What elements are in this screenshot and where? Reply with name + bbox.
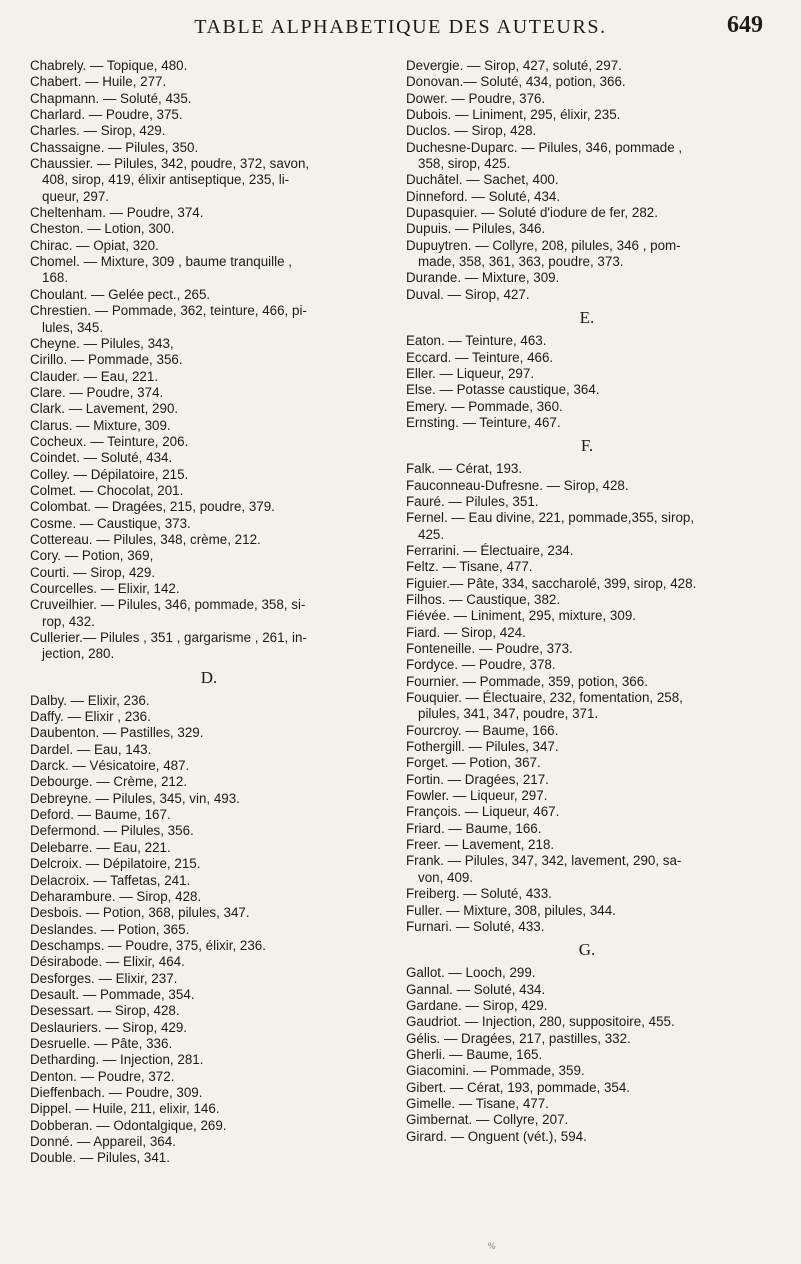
index-entry: [30, 1052, 388, 1068]
index-entry: [406, 608, 768, 624]
entry-continuation-line: queur, 297.: [42, 188, 110, 204]
index-entry: [30, 1101, 388, 1117]
entry-line: Cheyne. — Pilules, 343,: [30, 335, 174, 351]
entry-line: Dubois. — Liniment, 295, élixir, 235.: [406, 107, 621, 123]
entry-line: Colmet. — Chocolat, 201.: [30, 482, 184, 498]
index-entry: [30, 873, 388, 889]
entry-line: Gardane. — Sirop, 429.: [406, 997, 548, 1013]
index-entry: [30, 74, 388, 90]
entry-line: Clauder. — Eau, 221.: [30, 368, 159, 384]
index-entry: [406, 625, 768, 641]
index-entry: [406, 1112, 768, 1128]
entry-line: Chirac. — Opiat, 320.: [30, 237, 159, 253]
index-entry: [406, 399, 768, 415]
entry-line: Desbois. — Potion, 368, pilules, 347.: [30, 905, 250, 921]
entry-line: Daffy. — Elixir , 236.: [30, 709, 151, 725]
index-entry: [406, 674, 768, 690]
index-entry: [30, 709, 388, 725]
entry-line: Chabert. — Huile, 277.: [30, 74, 167, 90]
entry-continuation-line: made, 358, 361, 363, poudre, 373.: [418, 254, 624, 270]
entry-line: Gimelle. — Tisane, 477.: [406, 1095, 549, 1111]
index-entry: [30, 303, 388, 336]
entry-line: Denton. — Poudre, 372.: [30, 1068, 175, 1084]
entry-line: Désirabode. — Elixir, 464.: [30, 954, 185, 970]
index-entry: [30, 499, 388, 515]
entry-line: Duval. — Sirop, 427.: [406, 286, 530, 302]
index-entry: [30, 597, 388, 630]
index-entry: [30, 336, 388, 352]
index-entry: [30, 1069, 388, 1085]
entry-line: Fauconneau-Dufresne. — Sirop, 428.: [406, 477, 629, 493]
entry-line: Coindet. — Soluté, 434.: [30, 450, 173, 466]
entry-continuation-line: 168.: [42, 270, 69, 286]
entry-line: Gibert. — Cérat, 193, pommade, 354.: [406, 1079, 631, 1095]
entry-line: Fonteneille. — Poudre, 373.: [406, 641, 573, 656]
index-entry: [30, 954, 388, 970]
entry-line: Fowler. — Liqueur, 297.: [406, 788, 548, 804]
index-entry: [406, 461, 768, 477]
entry-line: Delebarre. — Eau, 221.: [30, 839, 171, 855]
index-entry: [406, 1063, 768, 1079]
index-entry: [406, 886, 768, 902]
entry-line: Gherli. — Baume, 165.: [406, 1046, 543, 1062]
entry-line: Duchâtel. — Sachet, 400.: [406, 172, 559, 188]
index-entry: [406, 510, 768, 543]
entry-line: Giacomini. — Pommade, 359.: [406, 1063, 585, 1079]
index-entry: [30, 107, 388, 123]
entry-line: Cory. — Potion, 369,: [30, 548, 154, 564]
index-entry: [30, 922, 388, 938]
entry-line: Eaton. — Teinture, 463.: [406, 333, 547, 349]
index-entry: [30, 1134, 388, 1150]
entry-continuation-line: rop, 432.: [42, 613, 95, 629]
entry-line: Detharding. — Injection, 281.: [30, 1052, 204, 1068]
entry-continuation-line: 408, sirop, 419, élixir antiseptique, 235, li-: [42, 172, 290, 188]
entry-line: Debourge. — Crème, 212.: [30, 774, 188, 790]
entry-line: Friard. — Baume, 166.: [406, 820, 542, 836]
entry-line: Defermond. — Pilules, 356.: [30, 823, 194, 839]
index-entry: [30, 742, 388, 758]
entry-line: Girard. — Onguent (vét.), 594.: [406, 1128, 587, 1144]
index-entry: [30, 840, 388, 856]
index-entry: [30, 287, 388, 303]
index-entry: [30, 156, 388, 205]
entry-line: Charles. — Sirop, 429.: [30, 123, 166, 139]
entry-line: Cheltenham. — Poudre, 374.: [30, 205, 204, 221]
entry-continuation-line: 358, sirop, 425.: [418, 156, 511, 172]
index-entry: [30, 938, 388, 954]
index-entry: [30, 483, 388, 499]
index-entry: [406, 982, 768, 998]
index-entry: [406, 366, 768, 382]
index-entry: [406, 494, 768, 510]
entry-line: Delacroix. — Taffetas, 241.: [30, 872, 191, 888]
index-entry: [30, 369, 388, 385]
index-entry: [30, 693, 388, 709]
entry-line: Dupasquier. — Soluté d'iodure de fer, 282.: [406, 205, 658, 221]
entry-line: Cirillo. — Pommade, 356.: [30, 352, 183, 368]
index-entry: [406, 1014, 768, 1030]
index-entry: [30, 123, 388, 139]
index-entry: [406, 270, 768, 286]
entry-line: Deslauriers. — Sirop, 429.: [30, 1019, 188, 1035]
entry-line: Cullerier.— Pilules , 351 , gargarisme , 261, in-: [30, 630, 307, 646]
index-entry: [406, 1129, 768, 1145]
entry-line: Deslandes. — Potion, 365.: [30, 921, 190, 937]
entry-line: Fernel. — Eau divine, 221, pommade,355, sirop,: [406, 510, 695, 526]
entry-line: Emery. — Pommade, 360.: [406, 398, 563, 414]
index-entry: [30, 434, 388, 450]
entry-line: Desault. — Pommade, 354.: [30, 986, 195, 1002]
index-entry: [406, 559, 768, 575]
index-entry: [406, 837, 768, 853]
index-entry: [30, 238, 388, 254]
section-letter: E.: [579, 308, 595, 328]
entry-line: Delcroix. — Dépilatoire, 215.: [30, 856, 201, 872]
index-entry: [406, 221, 768, 237]
entry-line: Chomel. — Mixture, 309 , baume tranquille ,: [30, 254, 292, 270]
entry-line: Gannal. — Soluté, 434.: [406, 981, 546, 997]
entry-line: Courcelles. — Elixir, 142.: [30, 581, 180, 596]
index-entry: [30, 758, 388, 774]
index-entry: [406, 123, 768, 139]
entry-line: Daubenton. — Pastilles, 329.: [30, 725, 204, 741]
index-entry: [30, 352, 388, 368]
index-entry: [406, 919, 768, 935]
entry-line: Fournier. — Pommade, 359, potion, 366.: [406, 673, 648, 689]
page-number: 649: [727, 12, 763, 38]
index-entry: [30, 987, 388, 1003]
index-entry: [406, 755, 768, 771]
entry-line: Deharambure. — Sirop, 428.: [30, 888, 202, 904]
entry-line: Chaussier. — Pilules, 342, poudre, 372, savon,: [30, 156, 310, 172]
entry-line: Freiberg. — Soluté, 433.: [406, 886, 552, 902]
index-entry: [406, 1096, 768, 1112]
entry-line: Duclos. — Sirop, 428.: [406, 123, 537, 139]
entry-line: Ernsting. — Teinture, 467.: [406, 414, 561, 430]
entry-line: Courti. — Sirop, 429.: [30, 564, 156, 580]
index-entry: [406, 788, 768, 804]
index-entry: [406, 657, 768, 673]
index-entry: [406, 74, 768, 90]
entry-line: Falk. — Cérat, 193.: [406, 461, 523, 477]
entry-line: Choulant. — Gelée pect., 265.: [30, 286, 211, 302]
index-entry: [406, 576, 768, 592]
index-entry: [406, 478, 768, 494]
entry-line: Dieffenbach. — Poudre, 309.: [30, 1084, 203, 1100]
index-entry: [406, 172, 768, 188]
index-entry: [406, 821, 768, 837]
entry-line: Eccard. — Teinture, 466.: [406, 349, 554, 365]
index-entry: [406, 287, 768, 303]
entry-line: Cruveilhier. — Pilules, 346, pommade, 358, si-: [30, 597, 306, 613]
entry-line: Furnari. — Soluté, 433.: [406, 918, 545, 934]
index-entry: [406, 205, 768, 221]
index-entry: [30, 823, 388, 839]
index-entry: [30, 807, 388, 823]
index-entry: [30, 450, 388, 466]
index-entry: [30, 725, 388, 741]
index-entry: [30, 91, 388, 107]
entry-line: Ferrarini. — Électuaire, 234.: [406, 542, 574, 558]
section-letter: D.: [200, 667, 218, 687]
entry-continuation-line: pilules, 341, 347, poudre, 371.: [418, 706, 599, 722]
entry-line: Freer. — Lavement, 218.: [406, 837, 555, 853]
index-column-right: [406, 58, 768, 1145]
index-entry: [406, 382, 768, 398]
index-entry: [406, 965, 768, 981]
index-entry: [406, 350, 768, 366]
index-entry: [30, 548, 388, 564]
index-entry: [30, 630, 388, 663]
entry-line: Fourcroy. — Baume, 166.: [406, 722, 559, 738]
entry-continuation-line: von, 409.: [418, 869, 474, 885]
entry-line: Donovan.— Soluté, 434, potion, 366.: [406, 74, 626, 90]
entry-line: Dippel. — Huile, 211, elixir, 146.: [30, 1101, 220, 1117]
entry-line: Fiévée. — Liniment, 295, mixture, 309.: [406, 608, 636, 624]
index-entry: [30, 401, 388, 417]
entry-line: François. — Liqueur, 467.: [406, 804, 560, 820]
entry-line: Fortin. — Dragées, 217.: [406, 771, 549, 787]
entry-line: Clarus. — Mixture, 309.: [30, 417, 171, 433]
entry-line: Desessart. — Sirop, 428.: [30, 1003, 180, 1019]
index-entry: [406, 238, 768, 271]
entry-line: Frank. — Pilules, 347, 342, lavement, 290, sa-: [406, 853, 682, 869]
index-entry: [406, 903, 768, 919]
entry-line: Double. — Pilules, 341.: [30, 1150, 170, 1166]
entry-line: Darck. — Vésicatoire, 487.: [30, 758, 190, 774]
index-entry: [406, 1031, 768, 1047]
index-entry: [406, 333, 768, 349]
entry-line: Dardel. — Eau, 143.: [30, 741, 152, 757]
entry-line: Dower. — Poudre, 376.: [406, 90, 546, 106]
entry-line: Fothergill. — Pilules, 347.: [406, 739, 559, 755]
entry-line: Colley. — Dépilatoire, 215.: [30, 466, 189, 482]
index-entry: [30, 856, 388, 872]
index-entry: [30, 1150, 388, 1166]
entry-line: Durande. — Mixture, 309.: [406, 270, 560, 286]
entry-line: Gélis. — Dragées, 217, pastilles, 332.: [406, 1030, 631, 1046]
index-entry: [30, 58, 388, 74]
index-entry: [406, 1080, 768, 1096]
entry-line: Cottereau. — Pilules, 348, crème, 212.: [30, 531, 261, 547]
entry-line: Chassaigne. — Pilules, 350.: [30, 139, 199, 155]
entry-line: Duchesne-Duparc. — Pilules, 346, pommade ,: [406, 139, 683, 155]
index-entry: [406, 1047, 768, 1063]
entry-line: Dupuis. — Pilules, 346.: [406, 221, 546, 237]
entry-continuation-line: lules, 345.: [42, 319, 104, 335]
index-entry: [30, 532, 388, 548]
index-entry: [406, 415, 768, 431]
entry-line: Debreyne. — Pilules, 345, vin, 493.: [30, 790, 240, 806]
index-entry: [406, 772, 768, 788]
entry-line: Charlard. — Poudre, 375.: [30, 107, 183, 123]
index-entry: [406, 189, 768, 205]
entry-line: Fuller. — Mixture, 308, pilules, 344.: [406, 902, 616, 918]
section-letter: F.: [580, 436, 594, 456]
index-entry: [30, 418, 388, 434]
entry-continuation-line: 425.: [418, 526, 445, 542]
index-entry: [406, 140, 768, 173]
index-entry: [30, 1118, 388, 1134]
index-entry: [30, 385, 388, 401]
entry-line: Forget. — Potion, 367.: [406, 755, 541, 771]
entry-line: Feltz. — Tisane, 477.: [406, 559, 533, 575]
entry-line: Desruelle. — Pâte, 336.: [30, 1035, 173, 1051]
entry-line: Colombat. — Dragées, 215, poudre, 379.: [30, 499, 275, 515]
entry-line: Gallot. — Looch, 299.: [406, 965, 536, 981]
footer-mark: %: [488, 1241, 496, 1251]
entry-line: Deschamps. — Poudre, 375, élixir, 236.: [30, 937, 266, 953]
entry-line: Gaudriot. — Injection, 280, suppositoire, 455.: [406, 1014, 675, 1030]
entry-line: Chrestien. — Pommade, 362, teinture, 466, pi-: [30, 303, 307, 319]
entry-line: Filhos. — Caustique, 382.: [406, 591, 561, 607]
entry-line: Fauré. — Pilules, 351.: [406, 493, 539, 509]
index-entry: [30, 581, 388, 597]
running-title: TABLE ALPHABETIQUE DES AUTEURS.: [194, 16, 607, 38]
index-entry: [406, 690, 768, 723]
index-entry: [406, 91, 768, 107]
entry-line: Deford. — Baume, 167.: [30, 807, 171, 823]
index-entry: [406, 998, 768, 1014]
index-entry: [30, 791, 388, 807]
index-entry: [30, 1020, 388, 1036]
entry-line: Dupuytren. — Collyre, 208, pilules, 346 , pom-: [406, 237, 681, 253]
index-entry: [406, 804, 768, 820]
entry-line: Eller. — Liqueur, 297.: [406, 365, 535, 381]
index-entry: [30, 1036, 388, 1052]
index-entry: [406, 107, 768, 123]
entry-line: Figuier.— Pâte, 334, saccharolé, 399, sirop, 428.: [406, 575, 697, 591]
index-entry: [30, 905, 388, 921]
index-entry: [406, 58, 768, 74]
entry-line: Else. — Potasse caustique, 364.: [406, 382, 600, 398]
entry-line: Gimbernat. — Collyre, 207.: [406, 1112, 569, 1128]
entry-line: Devergie. — Sirop, 427, soluté, 297.: [406, 58, 622, 73]
entry-line: Desforges. — Elixir, 237.: [30, 970, 178, 986]
index-entry: [406, 543, 768, 559]
index-entry: [30, 516, 388, 532]
page-header: [0, 12, 801, 46]
entry-line: Dinneford. — Soluté, 434.: [406, 188, 561, 204]
index-column-left: [30, 58, 388, 1167]
index-entry: [30, 254, 388, 287]
index-entry: [30, 971, 388, 987]
entry-line: Cheston. — Lotion, 300.: [30, 221, 175, 237]
entry-line: Chabrely. — Topique, 480.: [30, 58, 188, 73]
entry-line: Chapmann. — Soluté, 435.: [30, 90, 192, 106]
entry-line: Fouquier. — Électuaire, 232, fomentation, 258,: [406, 690, 683, 706]
index-entry: [30, 565, 388, 581]
entry-line: Clark. — Lavement, 290.: [30, 401, 179, 417]
index-entry: [30, 140, 388, 156]
index-entry: [406, 641, 768, 657]
index-entry: [406, 853, 768, 886]
entry-line: Donné. — Appareil, 364.: [30, 1134, 176, 1149]
index-entry: [30, 774, 388, 790]
section-letter: G.: [578, 940, 596, 960]
entry-line: Fiard. — Sirop, 424.: [406, 624, 526, 640]
entry-continuation-line: jection, 280.: [42, 646, 115, 662]
entry-line: Dobberan. — Odontalgique, 269.: [30, 1117, 227, 1133]
index-entry: [406, 739, 768, 755]
entry-line: Dalby. — Elixir, 236.: [30, 692, 150, 708]
index-entry: [406, 592, 768, 608]
index-entry: [30, 1085, 388, 1101]
index-entry: [30, 889, 388, 905]
index-entry: [30, 467, 388, 483]
index-entry: [30, 1003, 388, 1019]
index-entry: [30, 205, 388, 221]
index-entry: [406, 723, 768, 739]
entry-line: Cocheux. — Teinture, 206.: [30, 433, 189, 449]
entry-line: Fordyce. — Poudre, 378.: [406, 657, 556, 673]
entry-line: Cosme. — Caustique, 373.: [30, 515, 191, 531]
entry-line: Clare. — Poudre, 374.: [30, 384, 164, 400]
index-entry: [30, 221, 388, 237]
